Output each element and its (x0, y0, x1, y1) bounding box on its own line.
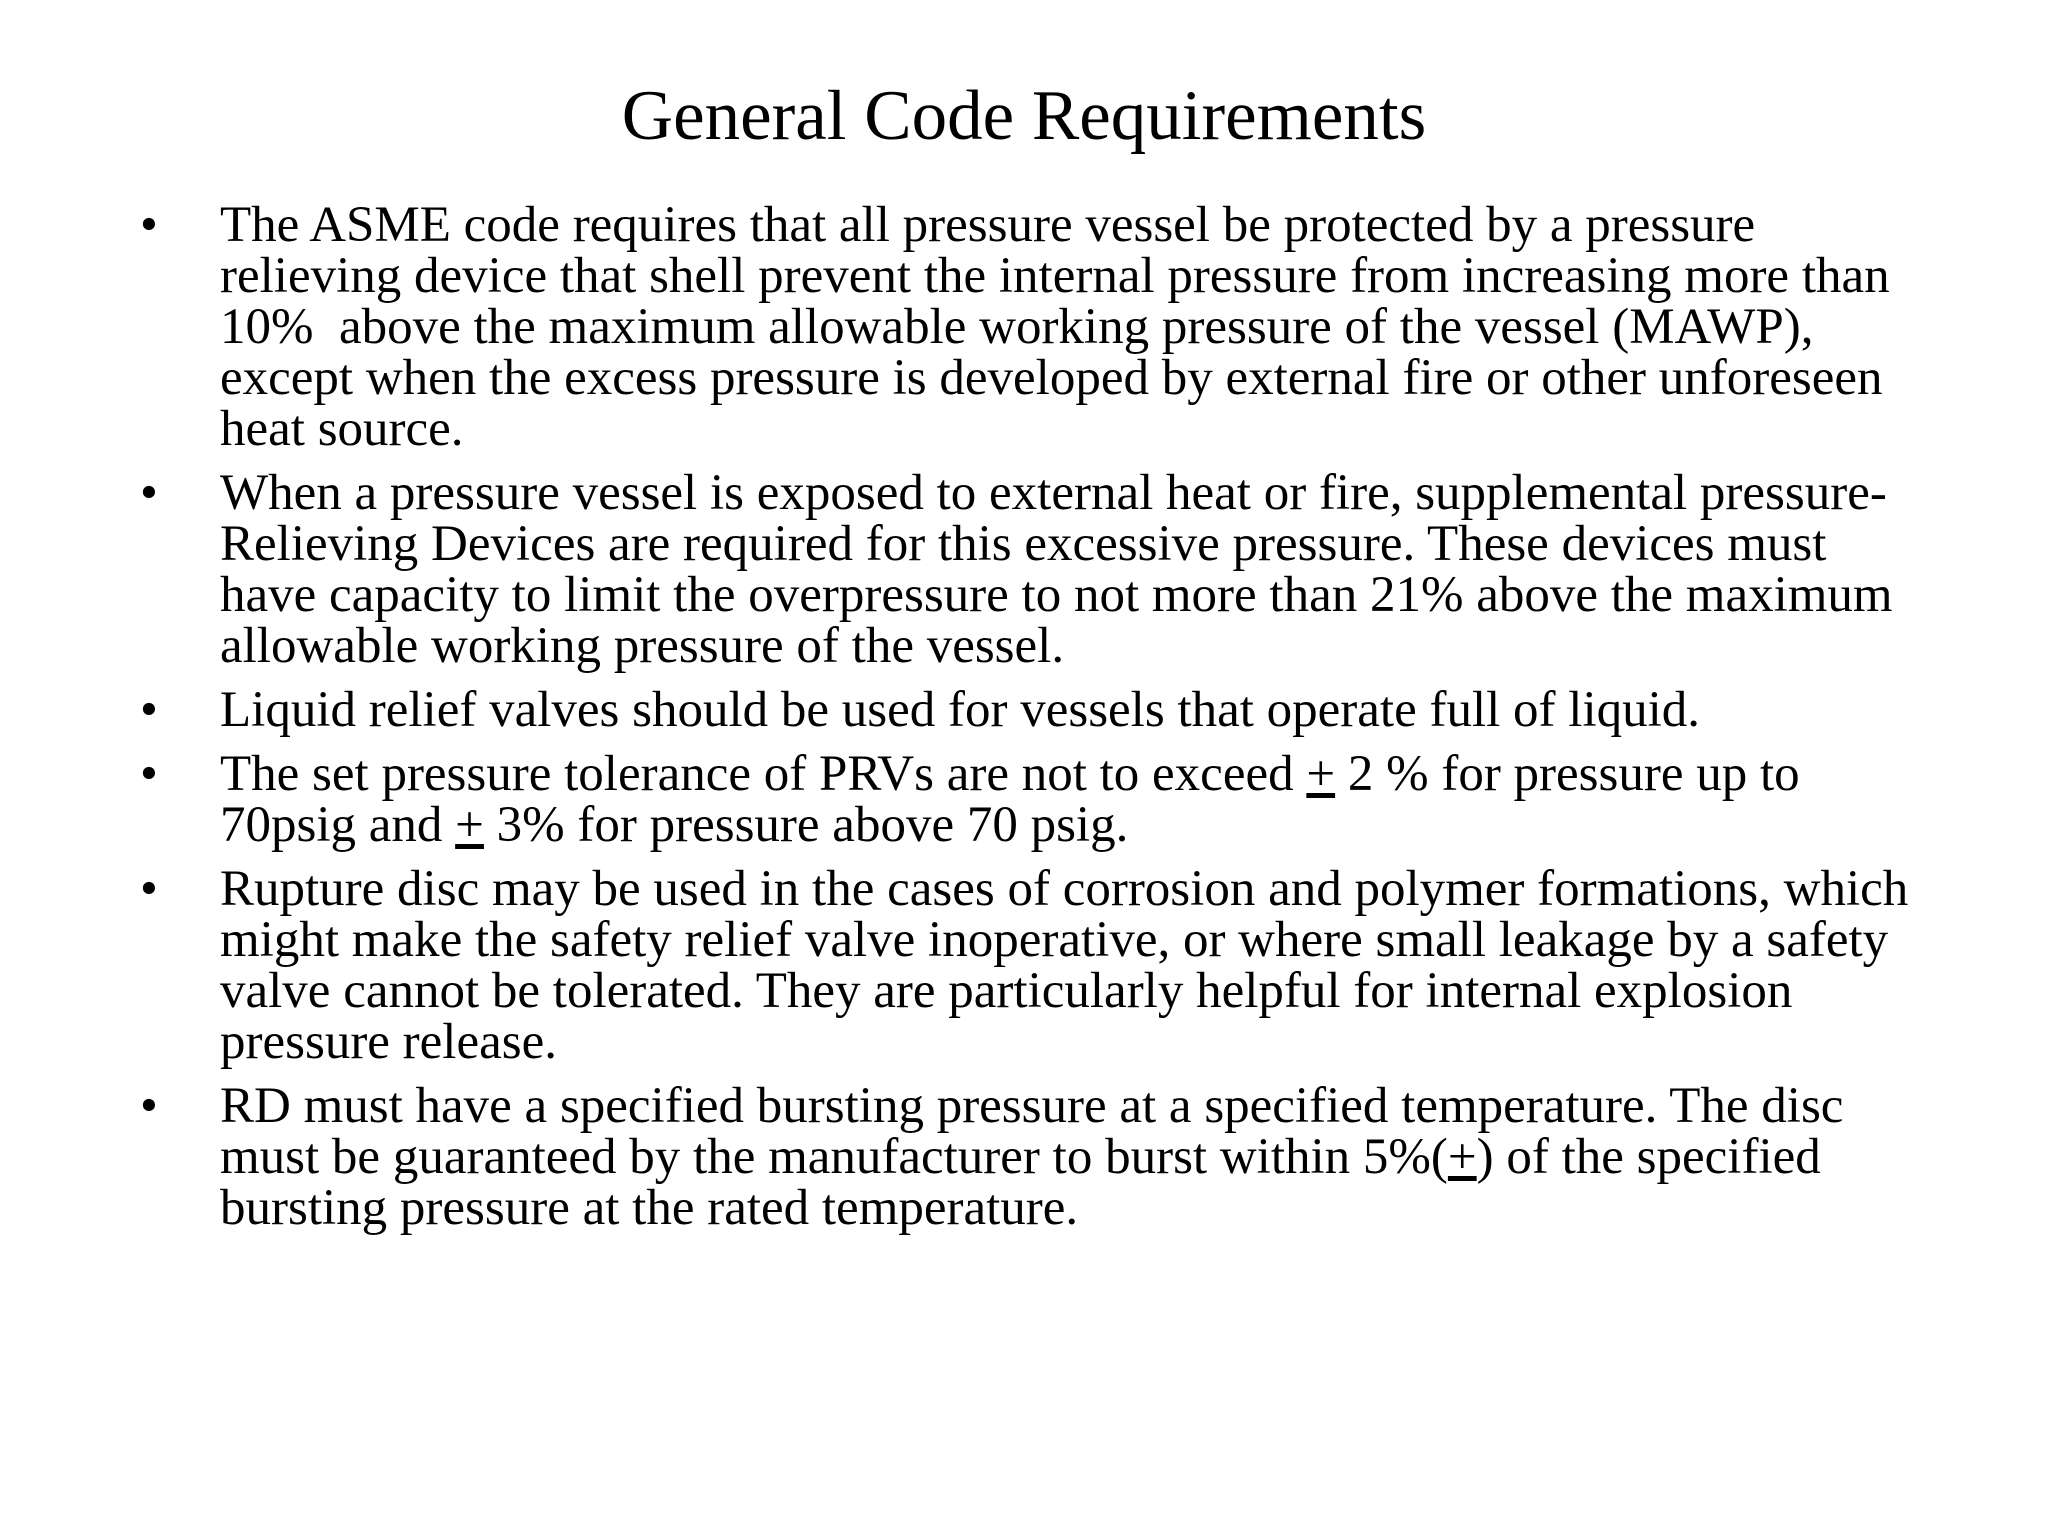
bullet-icon: • (140, 861, 158, 917)
plus-minus-symbol: + (1447, 1129, 1477, 1185)
bullet-text-line: valve cannot be tolerated. They are particularly helpful for internal explosion (220, 963, 1793, 1019)
bullet-list (0, 197, 2048, 1236)
bullet-text-line: relieving device that shell prevent the internal pressure from increasing more than (220, 248, 1890, 304)
bullet-icon: • (140, 465, 158, 521)
bullet-item-rd-bursting-pressure (0, 1078, 2048, 1236)
text-segment: 2 % for pressure up to (1335, 746, 1800, 802)
bullet-icon: • (140, 1078, 158, 1134)
bullet-text-line: have capacity to limit the overpressure to not more than 21% above the maximum (220, 567, 1893, 623)
bullet-text-line: bursting pressure at the rated temperature. (220, 1180, 1079, 1236)
bullet-text-line: except when the excess pressure is developed by external fire or other unforeseen (220, 350, 1883, 406)
bullet-text-line: When a pressure vessel is exposed to external heat or fire, supplemental pressure- (220, 465, 1887, 521)
bullet-icon: • (140, 746, 158, 802)
bullet-text-line: The ASME code requires that all pressure vessel be protected by a pressure (220, 197, 1756, 253)
slide-title: General Code Requirements (621, 77, 1427, 155)
plus-minus-symbol: + (455, 797, 484, 853)
bullet-text-line (220, 797, 1988, 853)
bullet-text-line: RD must have a specified bursting pressure at a specified temperature. The disc (220, 1078, 1844, 1134)
bullet-item-set-pressure-tolerance (0, 746, 2048, 853)
text-segment: must be guaranteed by the manufacturer to burst within 5%( (220, 1129, 1448, 1185)
text-segment: 3% for pressure above 70 psig. (483, 797, 1129, 853)
bullet-text-line: allowable working pressure of the vessel. (220, 618, 1065, 674)
bullet-text-line: pressure release. (220, 1014, 557, 1070)
bullet-item-asme-code (0, 197, 2048, 457)
bullet-item-fire-exposure (0, 465, 2048, 674)
plus-minus-symbol: + (1306, 746, 1336, 802)
bullet-text-line: Relieving Devices are required for this excessive pressure. These devices must (220, 516, 1827, 572)
text-segment: The set pressure tolerance of PRVs are not to exceed (220, 746, 1307, 802)
bullet-text-line: Liquid relief valves should be used for vessels that operate full of liquid. (220, 682, 1701, 738)
bullet-text-line (220, 1129, 1988, 1185)
bullet-text-line: heat source. (220, 401, 464, 457)
bullet-text-line: Rupture disc may be used in the cases of corrosion and polymer formations, which (220, 861, 1909, 917)
text-segment: ) of the specified (1476, 1129, 1821, 1185)
text-segment: 70psig and (220, 797, 456, 853)
bullet-text-line (220, 746, 1988, 802)
bullet-text-line: might make the safety relief valve inoperative, or where small leakage by a safety (220, 912, 1889, 968)
bullet-icon: • (140, 682, 158, 738)
bullet-item-liquid-relief (0, 682, 2048, 738)
bullet-icon: • (140, 197, 158, 253)
bullet-item-rupture-disc (0, 861, 2048, 1070)
bullet-text-line: 10% above the maximum allowable working pressure of the vessel (MAWP), (220, 299, 1814, 355)
